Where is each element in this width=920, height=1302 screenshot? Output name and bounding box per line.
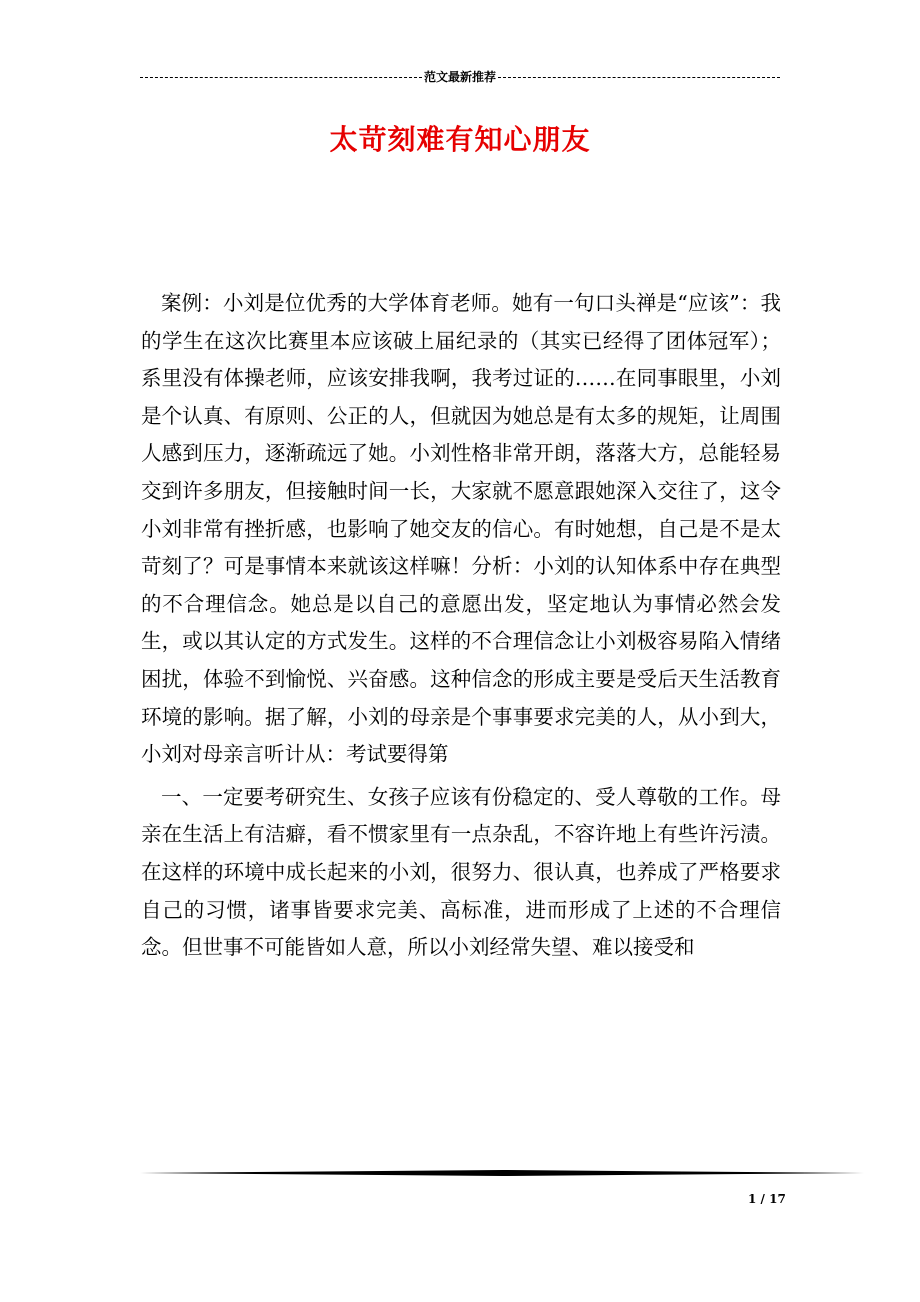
- page-number: 1 / 17: [748, 1192, 786, 1206]
- paragraph-1: 案例：小刘是位优秀的大学体育老师。她有一句口头禅是“应该”：我的学生在这次比赛里本应该破上届纪录的（其实已经得了团体冠军）；系里没有体操老师，应该安排我啊，我考过证的……在同事眼里，小刘是个认真、有原则、公正的人，但就因为她总是有太多的规矩，让周围人感到压力，逐渐疏远了她。小刘性格非常开朗，落落大方，总能轻易交到许多朋友，但接触时间一长，大家就不愿意跟她深入交往了，这令小刘非常有挫折感，也影响了她交友的信心。有时她想，自己是不是太苛刻了？可是事情本来就该这样嘛！分析：小刘的认知体系中存在典型的不合理信念。她总是以自己的意愿出发，坚定地认为事情必然会发生，或以其认定的方式发生。这样的不合理信念让小刘极容易陷入情绪困扰，体验不到愉悦、兴奋感。这种信念的形成主要是受后天生活教育环境的影响。据了解，小刘的母亲是个事事要求完美的人，从小到大，小刘对母亲言听计从：考试要得第: [141, 291, 781, 767]
- header-label: 范文最新推荐: [424, 70, 497, 84]
- footer-divider: [140, 1170, 864, 1176]
- document-title: 太苛刻难有知心朋友: [329, 123, 591, 156]
- paragraph-2: 一、一定要考研究生、女孩子应该有份稳定的、受人尊敬的工作。母亲在生活上有洁癖，看不惯家里有一点杂乱，不容许地上有些许污渍。在这样的环境中成长起来的小刘，很努力、很认真，也养成了严格要求自己的习惯，诸事皆要求完美、高标准，进而形成了上述的不合理信念。但世事不可能皆如人意，所以小刘经常失望、难以接受和: [141, 784, 781, 960]
- page-header: [140, 68, 780, 85]
- header-dash-right: [498, 77, 780, 78]
- header-dash-left: [140, 77, 422, 78]
- document-body: [141, 285, 781, 967]
